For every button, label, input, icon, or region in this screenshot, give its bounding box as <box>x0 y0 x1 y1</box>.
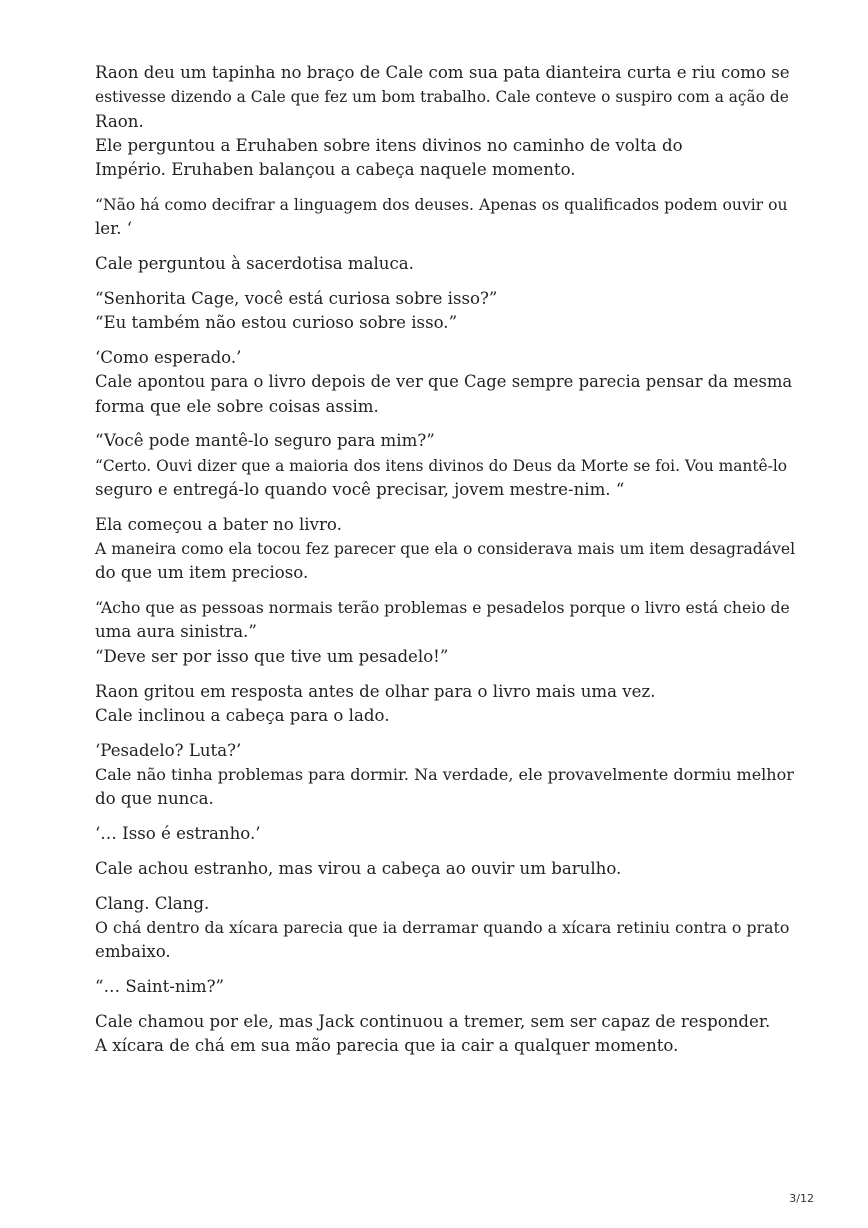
text-line: Cale apontou para o livro depois de ver que Cage sempre parecia pensar da mesma <box>95 372 793 392</box>
page-number: 3/12 <box>789 1192 814 1205</box>
paragraph <box>95 193 795 242</box>
text-line: Cale perguntou à sacerdotisa maluca. <box>95 254 414 274</box>
paragraph <box>95 1010 795 1059</box>
text-line: Cale chamou por ele, mas Jack continuou a tremer, sem ser capaz de responder. <box>95 1011 771 1031</box>
text-line: “Senhorita Cage, você está curiosa sobre isso?” <box>95 288 498 308</box>
text-line: Raon deu um tapinha no braço de Cale com sua pata dianteira curta e riu como se <box>95 63 790 82</box>
text-line: ‘Pesadelo? Luta?’ <box>95 740 242 760</box>
paragraph <box>95 513 795 586</box>
text-line: “Eu também não estou curioso sobre isso.” <box>95 313 458 333</box>
text-line: Ela começou a bater no livro. <box>95 514 342 534</box>
paragraph <box>95 61 795 182</box>
paragraph <box>95 596 795 669</box>
text-line: “Certo. Ouvi dizer que a maioria dos itens divinos do Deus da Morte se foi. Vou mantê-lo <box>95 456 788 475</box>
text-line: seguro e entregá-lo quando você precisar, jovem mestre-nim. “ <box>95 479 625 499</box>
text-line: “… Saint-nim?” <box>95 977 224 996</box>
text-line: forma que ele sobre coisas assim. <box>95 396 379 416</box>
text-line: Raon. <box>95 111 144 131</box>
text-line: “Não há como decifrar a linguagem dos deuses. Apenas os qualificados podem ouvir ou <box>95 195 788 214</box>
document-body <box>95 61 795 1069</box>
text-line: uma aura sinistra.” <box>95 622 257 642</box>
paragraph <box>95 822 795 846</box>
text-line: Raon gritou em resposta antes de olhar para o livro mais uma vez. <box>95 681 656 701</box>
text-line: A maneira como ela tocou fez parecer que ela o considerava mais um item desagradável <box>95 540 796 559</box>
paragraph <box>95 346 795 419</box>
text-line: ler. ‘ <box>95 219 133 239</box>
text-line: Cale achou estranho, mas virou a cabeça ao ouvir um barulho. <box>95 858 622 878</box>
text-line: A xícara de chá em sua mão parecia que ia cair a qualquer momento. <box>95 1036 679 1056</box>
text-line: embaixo. <box>95 942 171 962</box>
text-line: do que nunca. <box>95 789 214 809</box>
paragraph <box>95 252 795 276</box>
text-line: O chá dentro da xícara parecia que ia derramar quando a xícara retiniu contra o prato <box>95 917 790 937</box>
text-line: Cale não tinha problemas para dormir. Na verdade, ele provavelmente dormiu melhor <box>95 764 794 784</box>
paragraph <box>95 680 795 729</box>
text-line: ‘… Isso é estranho.’ <box>95 824 261 844</box>
text-line: Ele perguntou a Eruhaben sobre itens divinos no caminho de volta do <box>95 135 683 155</box>
paragraph <box>95 287 795 336</box>
paragraph <box>95 739 795 812</box>
text-line: Império. Eruhaben balançou a cabeça naquele momento. <box>95 160 576 180</box>
text-line: “Você pode mantê-lo seguro para mim?” <box>95 431 435 451</box>
text-line: Clang. Clang. <box>95 893 210 913</box>
paragraph <box>95 429 795 502</box>
text-line: ‘Como esperado.’ <box>95 347 242 367</box>
text-line: Cale inclinou a cabeça para o lado. <box>95 705 390 725</box>
text-line: do que um item precioso. <box>95 563 309 583</box>
text-line: “Acho que as pessoas normais terão problemas e pesadelos porque o livro está cheio de <box>95 599 790 618</box>
paragraph <box>95 892 795 965</box>
text-line: “Deve ser por isso que tive um pesadelo!” <box>95 646 449 666</box>
text-line: estivesse dizendo a Cale que fez um bom trabalho. Cale conteve o suspiro com a ação de <box>95 88 789 107</box>
paragraph <box>95 857 795 881</box>
paragraph <box>95 975 795 999</box>
